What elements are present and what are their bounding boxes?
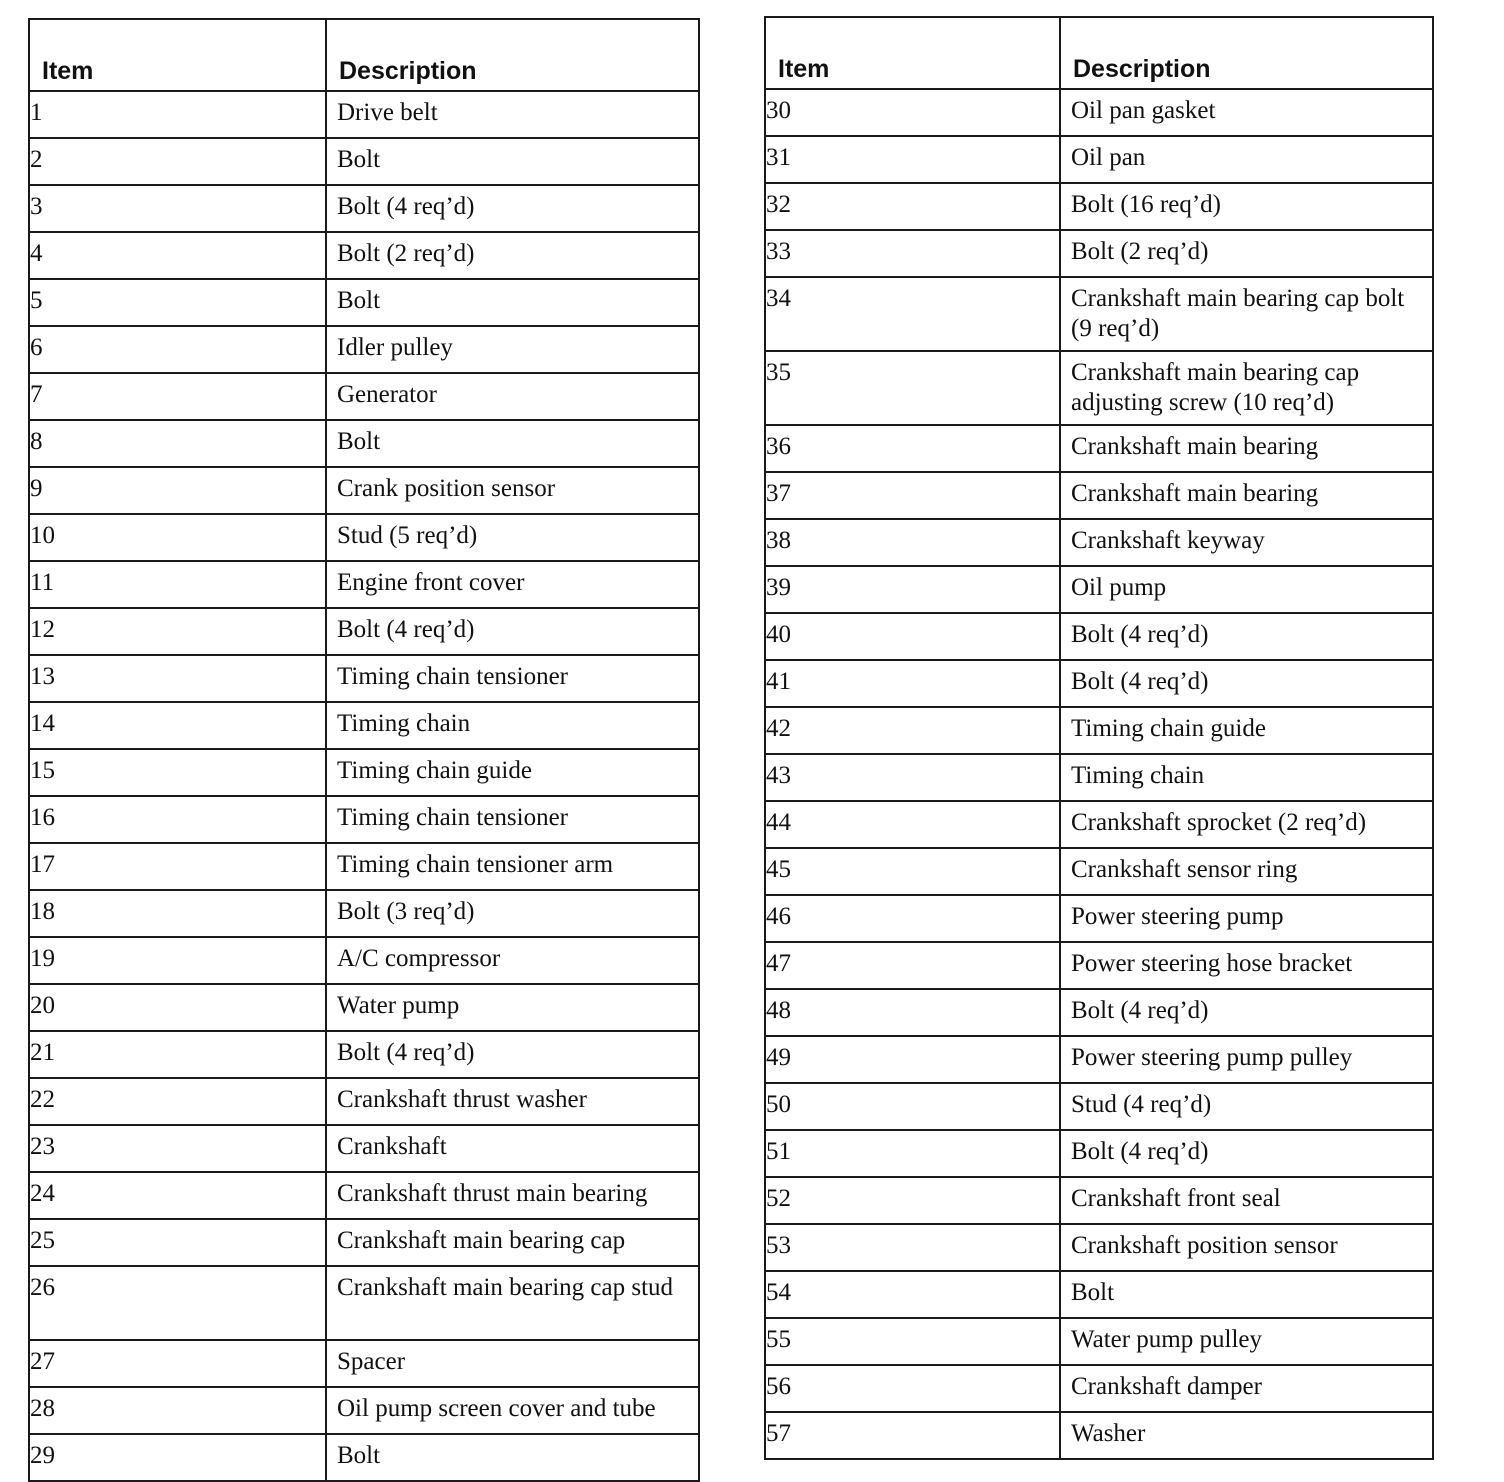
item-number: 37 [765, 472, 1060, 519]
item-number: 39 [765, 566, 1060, 613]
item-number: 30 [765, 89, 1060, 136]
item-description: Oil pump screen cover and tube [326, 1387, 699, 1434]
item-description: Idler pulley [326, 326, 699, 373]
table-row [29, 1172, 699, 1219]
item-number: 44 [765, 801, 1060, 848]
table-row [765, 801, 1433, 848]
table-row [29, 655, 699, 702]
item-column-header: Item [29, 19, 326, 91]
item-number: 18 [29, 890, 326, 937]
description-column-header: Description [326, 19, 699, 91]
item-description: Timing chain guide [326, 749, 699, 796]
item-column-header: Item [765, 17, 1060, 89]
item-number: 5 [29, 279, 326, 326]
item-number: 53 [765, 1224, 1060, 1271]
item-number: 27 [29, 1340, 326, 1387]
item-description: Crankshaft main bearing cap stud [326, 1266, 699, 1340]
table-row [765, 1412, 1433, 1459]
item-description: Timing chain [1060, 754, 1433, 801]
item-number: 22 [29, 1078, 326, 1125]
item-description: Engine front cover [326, 561, 699, 608]
item-number: 24 [29, 1172, 326, 1219]
item-number: 15 [29, 749, 326, 796]
item-number: 29 [29, 1434, 326, 1481]
item-description: Crankshaft main bearing cap adjusting screw (10 req’d) [1060, 351, 1433, 425]
table-row [29, 373, 699, 420]
item-number: 1 [29, 91, 326, 138]
table-row [765, 472, 1433, 519]
table-row [765, 277, 1433, 351]
item-description: Generator [326, 373, 699, 420]
item-number: 49 [765, 1036, 1060, 1083]
item-description: Crankshaft damper [1060, 1365, 1433, 1412]
item-description: Crankshaft [326, 1125, 699, 1172]
item-description: Crankshaft sprocket (2 req’d) [1060, 801, 1433, 848]
table-row [29, 232, 699, 279]
table-row [29, 890, 699, 937]
table-row [29, 1031, 699, 1078]
table-row [765, 566, 1433, 613]
item-number: 19 [29, 937, 326, 984]
item-number: 28 [29, 1387, 326, 1434]
table-row [29, 608, 699, 655]
item-description: Crankshaft main bearing [1060, 425, 1433, 472]
item-description: Bolt (3 req’d) [326, 890, 699, 937]
description-column-header: Description [1060, 17, 1433, 89]
item-number: 38 [765, 519, 1060, 566]
item-number: 43 [765, 754, 1060, 801]
item-description: Bolt (4 req’d) [326, 185, 699, 232]
table-row [29, 1340, 699, 1387]
item-description: Spacer [326, 1340, 699, 1387]
item-description: Water pump [326, 984, 699, 1031]
table-row [29, 796, 699, 843]
item-description: Timing chain tensioner [326, 655, 699, 702]
item-number: 35 [765, 351, 1060, 425]
item-description: Crankshaft position sensor [1060, 1224, 1433, 1271]
item-description: Power steering pump pulley [1060, 1036, 1433, 1083]
item-description: Bolt (4 req’d) [1060, 1130, 1433, 1177]
table-row [29, 1219, 699, 1266]
item-number: 33 [765, 230, 1060, 277]
table-row [765, 848, 1433, 895]
parts-table-left-body [29, 91, 699, 1481]
header-row [765, 17, 1433, 89]
table-row [765, 895, 1433, 942]
item-description: Oil pump [1060, 566, 1433, 613]
item-number: 25 [29, 1219, 326, 1266]
item-description: Crankshaft thrust main bearing [326, 1172, 699, 1219]
item-number: 23 [29, 1125, 326, 1172]
item-number: 9 [29, 467, 326, 514]
item-description: Bolt (4 req’d) [1060, 613, 1433, 660]
item-number: 57 [765, 1412, 1060, 1459]
table-row [765, 425, 1433, 472]
item-number: 21 [29, 1031, 326, 1078]
item-description: Oil pan [1060, 136, 1433, 183]
item-number: 52 [765, 1177, 1060, 1224]
item-number: 14 [29, 702, 326, 749]
item-number: 45 [765, 848, 1060, 895]
item-description: Power steering hose bracket [1060, 942, 1433, 989]
item-description: Crankshaft thrust washer [326, 1078, 699, 1125]
item-description: Crankshaft main bearing [1060, 472, 1433, 519]
item-description: Bolt [326, 420, 699, 467]
table-row [765, 989, 1433, 1036]
item-number: 12 [29, 608, 326, 655]
table-row [765, 707, 1433, 754]
table-row [765, 519, 1433, 566]
item-description: Bolt [326, 1434, 699, 1481]
table-row [765, 613, 1433, 660]
table-row [29, 1078, 699, 1125]
table-row [29, 937, 699, 984]
table-row [765, 1365, 1433, 1412]
item-description: Stud (5 req’d) [326, 514, 699, 561]
table-row [29, 138, 699, 185]
item-number: 8 [29, 420, 326, 467]
item-description: Water pump pulley [1060, 1318, 1433, 1365]
item-description: Bolt [326, 138, 699, 185]
item-description: Crank position sensor [326, 467, 699, 514]
table-row [29, 749, 699, 796]
header-row [29, 19, 699, 91]
table-row [765, 754, 1433, 801]
item-number: 32 [765, 183, 1060, 230]
item-description: Bolt (2 req’d) [326, 232, 699, 279]
item-number: 47 [765, 942, 1060, 989]
item-description: Bolt (4 req’d) [1060, 989, 1433, 1036]
item-number: 56 [765, 1365, 1060, 1412]
item-description: Bolt (4 req’d) [1060, 660, 1433, 707]
item-description: Drive belt [326, 91, 699, 138]
item-description: Crankshaft main bearing cap bolt (9 req’d) [1060, 277, 1433, 351]
table-row [765, 1130, 1433, 1177]
item-number: 51 [765, 1130, 1060, 1177]
item-number: 40 [765, 613, 1060, 660]
table-row [765, 89, 1433, 136]
item-description: Oil pan gasket [1060, 89, 1433, 136]
item-number: 26 [29, 1266, 326, 1340]
item-description: Bolt (4 req’d) [326, 1031, 699, 1078]
table-row [765, 1083, 1433, 1130]
item-description: Crankshaft front seal [1060, 1177, 1433, 1224]
table-row [29, 1266, 699, 1340]
table-row [765, 1224, 1433, 1271]
item-number: 17 [29, 843, 326, 890]
item-number: 6 [29, 326, 326, 373]
table-row [29, 514, 699, 561]
item-description: Bolt (2 req’d) [1060, 230, 1433, 277]
table-row [29, 420, 699, 467]
item-description: Crankshaft keyway [1060, 519, 1433, 566]
item-description: Timing chain guide [1060, 707, 1433, 754]
table-row [29, 1125, 699, 1172]
item-number: 2 [29, 138, 326, 185]
table-row [29, 185, 699, 232]
table-row [29, 1434, 699, 1481]
parts-table-left [28, 18, 700, 1482]
item-number: 50 [765, 1083, 1060, 1130]
item-number: 54 [765, 1271, 1060, 1318]
table-row [765, 660, 1433, 707]
item-number: 20 [29, 984, 326, 1031]
item-description: Bolt [326, 279, 699, 326]
item-number: 16 [29, 796, 326, 843]
table-row [29, 702, 699, 749]
table-row [765, 1271, 1433, 1318]
table-row [29, 1387, 699, 1434]
item-number: 11 [29, 561, 326, 608]
item-number: 48 [765, 989, 1060, 1036]
item-description: Timing chain tensioner arm [326, 843, 699, 890]
item-number: 7 [29, 373, 326, 420]
table-row [765, 1318, 1433, 1365]
table-row [29, 326, 699, 373]
table-row [765, 183, 1433, 230]
item-description: Washer [1060, 1412, 1433, 1459]
item-description: Timing chain tensioner [326, 796, 699, 843]
table-row [29, 984, 699, 1031]
item-number: 3 [29, 185, 326, 232]
table-row [29, 561, 699, 608]
item-description: A/C compressor [326, 937, 699, 984]
item-number: 42 [765, 707, 1060, 754]
parts-table-right [764, 16, 1434, 1460]
item-description: Crankshaft sensor ring [1060, 848, 1433, 895]
item-number: 36 [765, 425, 1060, 472]
table-row [765, 230, 1433, 277]
item-description: Stud (4 req’d) [1060, 1083, 1433, 1130]
item-description: Bolt (16 req’d) [1060, 183, 1433, 230]
parts-table-right-body [765, 89, 1433, 1459]
table-row [29, 843, 699, 890]
item-number: 46 [765, 895, 1060, 942]
table-row [29, 91, 699, 138]
table-row [765, 351, 1433, 425]
item-description: Crankshaft main bearing cap [326, 1219, 699, 1266]
item-description: Power steering pump [1060, 895, 1433, 942]
item-description: Bolt (4 req’d) [326, 608, 699, 655]
table-row [765, 1177, 1433, 1224]
item-number: 34 [765, 277, 1060, 351]
item-number: 41 [765, 660, 1060, 707]
item-description: Timing chain [326, 702, 699, 749]
table-row [29, 467, 699, 514]
table-row [765, 942, 1433, 989]
item-number: 31 [765, 136, 1060, 183]
item-number: 13 [29, 655, 326, 702]
item-number: 10 [29, 514, 326, 561]
item-number: 55 [765, 1318, 1060, 1365]
item-number: 4 [29, 232, 326, 279]
table-row [765, 1036, 1433, 1083]
table-row [29, 279, 699, 326]
item-description: Bolt [1060, 1271, 1433, 1318]
table-row [765, 136, 1433, 183]
